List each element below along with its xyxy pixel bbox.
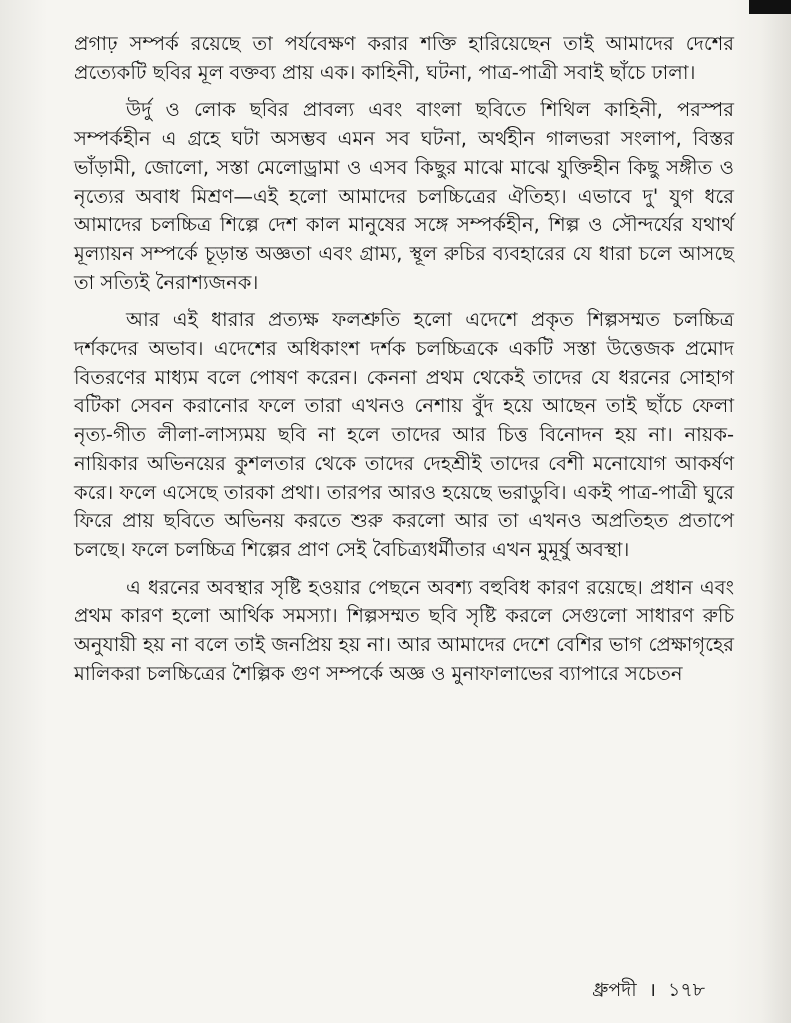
body-text [74,30,734,697]
paragraph-3: আর এই ধারার প্রত্যক্ষ ফলশ্রুতি হলো এদেশে প্রকৃত শিল্পসম্মত চলচ্চিত্র দর্শকদের অভাব। এদেশের অধিকাংশ দর্শক চলচ্চিত্রকে একটি সস্তা উত্তেজক প্রমোদ বিতরণের মাধ্যম বলে পোষণ করেন। কেননা প্রথম থেকেই তাদের যে ধরনের সোহাগ বটিকা সেবন করানোর ফলে তারা এখনও নেশায় বুঁদ হয়ে আছেন তাই ছাঁচে ফেলা নৃত্য-গীত লীলা-লাস্যময় ছবি না হলে তাদের আর চিত্ত বিনোদন হয় না। নায়ক-নায়িকার অভিনয়ের কুশলতার থেকে তাদের দেহশ্রীই তাদের বেশী মনোযোগ আকর্ষণ করে। ফলে এসেছে তারকা প্রথা। তারপর আরও হয়েছে ভরাডুবি। একই পাত্র-পাত্রী ঘুরে ফিরে প্রায় ছবিতে অভিনয় করতে শুরু করলো আর তা এখনও অপ্রতিহত প্রতাপে চলছে। ফলে চলচ্চিত্র শিল্পের প্রাণ সেই বৈচিত্র্যধর্মীতার এখন মুমূর্ষু অবস্থা। [74,308,734,561]
page-edge-shadow [761,14,791,1023]
footer-separator: । [648,979,656,1001]
paragraph-2: উর্দু ও লোক ছবির প্রাবল্য এবং বাংলা ছবিতে শিথিল কাহিনী, পরস্পর সম্পর্কহীন এ গ্রহে ঘটা অসম্ভব এমন সব ঘটনা, অর্থহীন গালভরা সংলাপ, বিস্তর ভাঁড়ামী, জোলো, সস্তা মেলোড্রামা ও এসব কিছুর মাঝে মাঝে যুক্তিহীন কিছু সঙ্গীত ও নৃত্যের অবাধ মিশ্রণ—এই হলো আমাদের চলচ্চিত্রের ঐতিহ্য। এভাবে দু' যুগ ধরে আমাদের চলচ্চিত্র শিল্পে দেশ কাল মানুষের সঙ্গে সম্পর্কহীন, শিল্প ও সৌন্দর্যের যথার্থ মূল্যায়ন সম্পর্কে চূড়ান্ত অজ্ঞতা এবং গ্রাম্য, স্থূল রুচির ব্যবহারের যে ধারা চলে আসছে তা সত্যিই নৈরাশ্যজনক। [74,98,734,294]
journal-name: ধ্রুপদী [592,979,637,1001]
page-footer [592,976,705,1008]
paragraph-1: প্রগাঢ় সম্পর্ক রয়েছে তা পর্যবেক্ষণ করার শক্তি হারিয়েছেন তাই আমাদের দেশের প্রত্যেকটি ছবির মূল বক্তব্য প্রায় এক। কাহিনী, ঘটনা, পাত্র-পাত্রী সবাই ছাঁচে ঢালা। [74,32,734,84]
scan-shadow [749,0,791,14]
paragraph-4: এ ধরনের অবস্থার সৃষ্টি হওয়ার পেছনে অবশ্য বহুবিধ কারণ রয়েছে। প্রধান এবং প্রথম কারণ হলো আর্থিক সমস্যা। শিল্পসম্মত ছবি সৃষ্টি করলে সেগুলো সাধারণ রুচি অনুযায়ী হয় না বলে তাই জনপ্রিয় হয় না। আর আমাদের দেশে বেশির ভাগ প্রেক্ষাগৃহের মালিকরা চলচ্চিত্রের শৈল্পিক গুণ সম্পর্কে অজ্ঞ ও মুনাফালাভের ব্যাপারে সচেতন [74,575,734,685]
page-number: ১৭৮ [667,979,705,1001]
